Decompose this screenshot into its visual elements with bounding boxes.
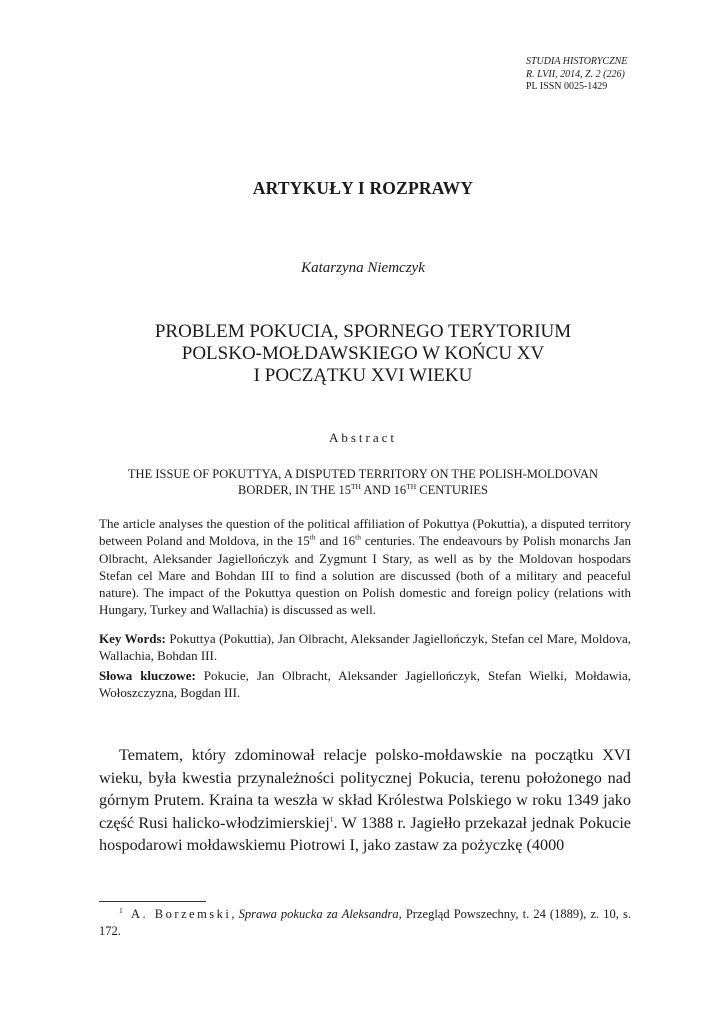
keywords-block [99,630,631,703]
keywords-polish: Słowa kluczowe: Pokucie, Jan Olbracht, Aleksander Jagiellończyk, Stefan Wielki, Mołdawia, Wołoszczyzna, Bogdan III. [99,667,631,700]
footnote-title: Sprawa pokucka za Aleksandra [238,907,399,921]
author-name: Katarzyna Niemczyk [301,260,425,276]
journal-name: STUDIA HISTORYCZNE [526,56,628,67]
keywords-english: Key Words: Pokuttya (Pokuttia), Jan Olbracht, Aleksander Jagiellończyk, Stefan cel Mare, Moldova, Wallachia, Bohdan III. [99,631,631,664]
footnote-author: A. Borzemski [130,907,232,921]
footnote-1: $^1$ A. Borzemski, Sprawa pokucka za Aleksandra, Przegląd Powszechny, t. 24 (1889), z. 10, s. 172. [99,905,631,938]
abstract-text: The article analyses the question of the political affiliation of Pokuttya (Pokuttia), a disputed territory between Poland and Moldova, in the 15th and 16th centuries. The endeavours by Polish monarchs Jan Olbracht, Aleksander Jagiellończyk and Zygmunt I Stary, as well as by the Moldovan hospodars Stefan cel Mare and Bohdan III to find a solution are discussed (both of a military and peaceful nature). The impact of the Pokuttya question on Polish domestic and foreign policy (relations with Hungary, Turkey and Wallachia) is discussed as well. [99,516,631,618]
english-title [90,466,636,498]
keywords-pl-label: Słowa kluczowe: [99,667,196,683]
abstract-heading: Abstract [328,430,398,445]
keywords-en-label: Key Words: [99,631,166,646]
article-title [0,321,726,387]
footnote-ref: 1 [329,814,334,824]
body-paragraph: Tematem, który zdominował relacje polsko-mołdawskie na początku XVI wieku, była kwestia przynależności politycznej Pokucia, terenu położonego nad górnym Prutem. Kraina ta weszła w skład Królestwa Polskiego w roku 1349 jako część Rusi halicko-włodzimierskiej$^1$. W 1388 r. Jagiełło przekazał jednak Pokucie hospodarowi mołdawskiemu Piotrowi I, jako zastaw za pożyczkę (4000 [99,746,631,854]
footnote-number: 1 [119,905,123,915]
footnote-divider [99,901,206,902]
english-title-line-2: BORDER, IN THE 15TH AND 16TH CENTURIES [238,481,488,497]
english-title-line-1: THE ISSUE OF POKUTTYA, A DISPUTED TERRITORY ON THE POLISH-MOLDOVAN [127,467,599,481]
title-line-3: I POCZĄTKU XVI WIEKU [253,365,473,386]
title-line-2: POLSKO-MOŁDAWSKIEGO W KOŃCU XV [181,343,545,364]
journal-volume: R. LVII, 2014, Z. 2 (226) [526,68,625,80]
journal-info [526,56,716,94]
section-title: ARTYKUŁY I ROZPRAWY [252,178,474,198]
title-line-1: PROBLEM POKUCIA, SPORNEGO TERYTORIUM [154,321,572,342]
journal-issn: PL ISSN 0025-1429 [526,81,608,92]
